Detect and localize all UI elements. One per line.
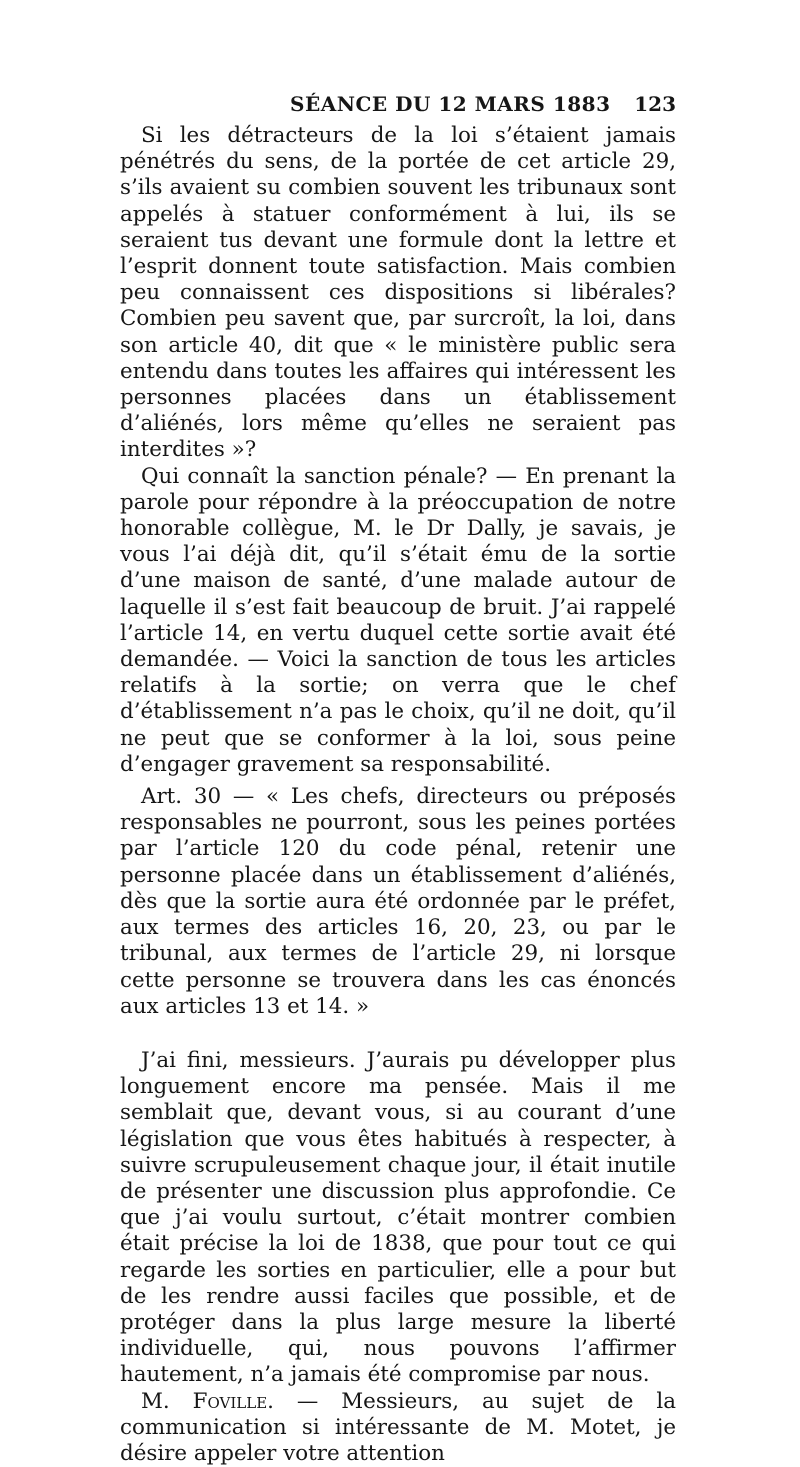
paragraph-foville: [120, 1389, 676, 1467]
speaker-name: M. Foville.: [141, 1388, 274, 1414]
paragraph-detracteurs: Si les détracteurs de la loi s’étaient jamais pénétrés du sens, de la portée de cet article 29, s’ils avaient su combien souvent les tribunaux sont appelés à statuer conformément à lui, ils se seraient tus devant une formule dont la lettre et l’esprit donnent toute satisfaction. Mais combien peu connaissent ces dispositions si libérales? Combien peu savent que, par surcroît, la loi, dans son article 40, dit que « le ministère public sera entendu dans toutes les affaires qui intéressent les personnes placées dans un établissement d’aliénés, lors même qu’elles ne seraient pas interdites »?: [120, 123, 676, 463]
paragraph-article-30: Art. 30 — « Les chefs, directeurs ou préposés responsables ne pourront, sous les peines portées par l’article 120 du code pénal, retenir une personne placée dans un établissement d’aliénés, dès que la sortie aura été ordonnée par le préfet, aux termes des articles 16, 20, 23, ou par le tribunal, aux termes de l’article 29, ni lorsque cette personne se trouvera dans les cas énoncés aux articles 13 et 14. »: [120, 784, 676, 1019]
running-title: SÉANCE DU 12 MARS 1883: [290, 92, 611, 116]
body-text: [120, 123, 676, 1467]
paragraph-sanction-penale: Qui connaît la sanction pénale? — En prenant la parole pour répondre à la préoccupation de notre honorable collègue, M. le Dr Dally, je savais, je vous l’ai déjà dit, qu’il s’était ému de la sortie d’une maison de santé, d’une malade autour de laquelle il s’est fait beaucoup de bruit. J’ai rappelé l’article 14, en vertu duquel cette sortie avait été demandée. — Voici la sanction de tous les articles relatifs à la sortie; on verra que le chef d’établissement n’a pas le choix, qu’il ne doit, qu’il ne peut que se conformer à la loi, sous peine d’engager gravement sa responsabilité.: [120, 463, 676, 777]
speaker-text: — Messieurs, au sujet de la communication si intéressante de M. Motet, je désire appeler votre attention: [120, 1388, 676, 1466]
running-header: [120, 92, 680, 122]
page-number: 123: [634, 92, 676, 116]
paragraph-conclusion: J’ai fini, messieurs. J’aurais pu développer plus longuement encore ma pensée. Mais il me semblait que, devant vous, si au courant d’une législation que vous êtes habitués à respecter, à suivre scrupuleusement chaque jour, il était inutile de présenter une discussion plus approfondie. Ce que j’ai voulu surtout, c’était montrer combien était précise la loi de 1838, que pour tout ce qui regarde les sorties en particulier, elle a pour but de les rendre aussi faciles que possible, et de protéger dans la plus large mesure la liberté individuelle, qui, nous pouvons l’affirmer hautement, n’a jamais été compromise par nous.: [120, 1047, 676, 1388]
